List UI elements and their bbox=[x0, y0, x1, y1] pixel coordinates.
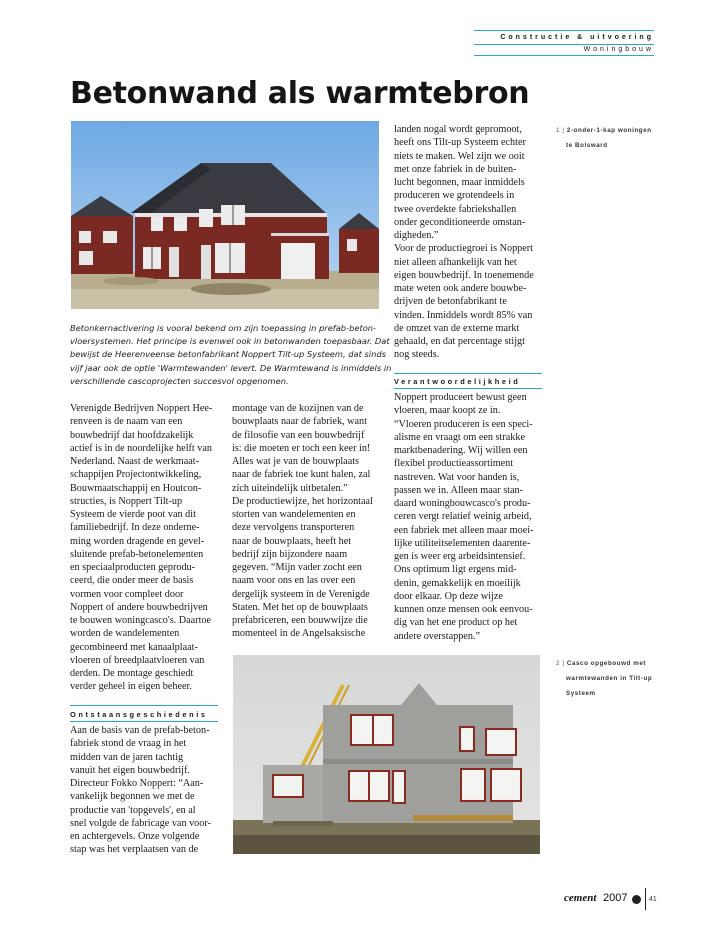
footer-brand: cement bbox=[564, 892, 597, 904]
page-number: 41 bbox=[649, 896, 657, 903]
body-line: te bouwen woningcasco's. Daartoe bbox=[70, 615, 212, 626]
body-line: een fabriek met alleen maar moei- bbox=[394, 524, 534, 536]
body-line: vloeren of breedplaatvloeren van bbox=[70, 654, 205, 666]
body-line: “Vloeren produceren is een speci- bbox=[394, 418, 533, 430]
houses-illustration bbox=[71, 121, 379, 309]
caption-number: 1 | bbox=[556, 127, 565, 134]
body-line: marktbenadering. Wij willen een bbox=[394, 445, 528, 456]
body-line: snel volgde de fabricage van voor- bbox=[70, 817, 211, 829]
body-line: actief is in de noordelijke helft van bbox=[70, 442, 213, 454]
body-line: zich uiteindelijk uitbetalen.” bbox=[232, 482, 348, 494]
body-line: kunnen onze mensen ook eenvou- bbox=[394, 604, 533, 615]
section-label: Constructie & uitvoering bbox=[500, 34, 654, 41]
body-line: gen is weer erg arbeidsintensief. bbox=[394, 551, 526, 562]
body-line: vloeren, maar koopt ze in. bbox=[394, 405, 501, 417]
body-line: gehaald, en dat percentage stijgt bbox=[394, 336, 525, 347]
header-rule-middle bbox=[474, 44, 654, 45]
body-line: andere overstappen.” bbox=[394, 630, 480, 642]
body-line: gecombineerd met kanaalplaat- bbox=[70, 641, 198, 653]
body-line: nastreven. Wat voor handen is, bbox=[394, 471, 520, 483]
subsection-label: Woningbouw bbox=[583, 46, 654, 53]
subhead-verantwoordelijkheid: Verantwoordelijkheid bbox=[394, 377, 521, 386]
body-column-1 bbox=[70, 402, 212, 694]
caption-text: Casco opgebouwd met bbox=[566, 660, 647, 667]
body-line: is: die moeten er toch een keer in! bbox=[232, 442, 371, 454]
body-line: ceren vergt relatief weinig arbeid, bbox=[394, 511, 532, 523]
caption-line bbox=[556, 671, 652, 686]
intro-lead bbox=[70, 322, 392, 388]
body-line: Noppert produceert bewust geen bbox=[394, 392, 527, 403]
subhead-rule-bottom bbox=[394, 388, 542, 389]
body-line: deze vervolgens transporteren bbox=[232, 522, 355, 534]
header-rule-bottom bbox=[474, 55, 654, 56]
footer-divider bbox=[645, 888, 646, 910]
body-line: alisme en vraagt om een strakke bbox=[394, 431, 525, 443]
body-line: daard woningbouwcasco's produ- bbox=[394, 498, 531, 509]
body-line: door elkaar. Op deze wijze bbox=[394, 590, 503, 602]
body-line: fabriek stond de vraag in het bbox=[70, 738, 187, 750]
body-line: vanuit het eigen bouwbedrijf. bbox=[70, 764, 190, 776]
body-line: lucht begonnen, maar inmiddels bbox=[394, 177, 525, 188]
body-line: Alles wat je van de bouwplaats bbox=[232, 456, 360, 467]
body-line: en achtergevels. Onze volgende bbox=[70, 831, 200, 842]
caption-line bbox=[556, 138, 652, 153]
caption-text: te Bolsward bbox=[566, 142, 608, 149]
subhead-ontstaansgeschiedenis: Ontstaansgeschiedenis bbox=[70, 710, 208, 719]
body-column-2 bbox=[232, 402, 373, 641]
body-line: ceerd, die onder meer de basis bbox=[70, 575, 194, 587]
intro-line: bewijst de Heerenveense betonfabrikant Noppert Tilt-up Systeem, dat sinds bbox=[70, 349, 386, 360]
body-line: nog steeds. bbox=[394, 349, 440, 361]
body-line: Bouwmaatschappij en Houtcon- bbox=[70, 482, 202, 494]
body-line: dig van het ene product op het bbox=[394, 617, 518, 629]
body-line: Nederland. Naast de werkmaat- bbox=[70, 456, 199, 467]
body-line: mate weten ook andere bouwbe- bbox=[394, 283, 527, 294]
body-line: produceren we grotendeels in bbox=[394, 190, 515, 202]
body-line: midden van de jaren tachtig bbox=[70, 751, 184, 763]
body-line: onder geconditioneerde omstan- bbox=[394, 216, 526, 228]
body-line: digheden.” bbox=[394, 230, 439, 241]
caption-text: 2-onder-1-kap woningen bbox=[566, 127, 652, 134]
photo-houses-bolsward bbox=[71, 121, 379, 309]
body-line: Aan de basis van de prefab-beton- bbox=[70, 725, 210, 736]
body-line: montage van de kozijnen van de bbox=[232, 403, 364, 414]
body-column-3b bbox=[394, 391, 533, 643]
body-line: eigen bouwbedrijf. In toenemende bbox=[394, 269, 534, 281]
body-line: Systeem de vierde poot van dit bbox=[70, 509, 196, 520]
body-line: stap was het verplaatsen van de bbox=[70, 844, 199, 856]
body-line: familiebedrijf. In deze onderne- bbox=[70, 522, 200, 534]
body-line: vinden. Inmiddels wordt 85% van bbox=[394, 309, 533, 321]
body-line: naar de fabriek toe kunt halen, zal bbox=[232, 469, 371, 481]
body-line: productie van 'topgevels', en al bbox=[70, 804, 196, 816]
intro-line: vijf jaar ook de optie 'Warmtewanden' levert. De Warmtewand is inmiddels in bbox=[70, 362, 392, 373]
subhead-rule-bottom bbox=[70, 721, 218, 722]
body-line: gegeven. “Mijn vader zocht een bbox=[232, 562, 362, 573]
body-line: renveen is de naam van een bbox=[70, 416, 183, 428]
intro-line: vloersystemen. Het principe is evenwel ook in betonwanden toepasbaar. Dat bbox=[70, 336, 390, 347]
body-line: landen nogal wordt gepromoot, bbox=[394, 124, 522, 135]
footer-year: 2007 bbox=[603, 892, 628, 904]
body-line: Staten. Met het op de bouwplaats bbox=[232, 601, 368, 613]
body-line: De productiewijze, het horizontaal bbox=[232, 495, 373, 507]
body-line: passen we in. Alleen maar stan- bbox=[394, 484, 523, 496]
body-line: naar de bouwplaats, heeft het bbox=[232, 535, 352, 547]
body-line: derden. De montage geschiedt bbox=[70, 668, 194, 679]
body-line: flexibel productieassortiment bbox=[394, 458, 514, 470]
body-line: bedrijf zijn bijzondere naam bbox=[232, 548, 348, 560]
body-line: bouwplaats naar de fabriek, want bbox=[232, 416, 367, 428]
body-line: Directeur Fokko Noppert: “Aan- bbox=[70, 778, 204, 789]
body-line: Voor de productiegroei is Noppert bbox=[394, 243, 534, 255]
intro-line: Betonkernactivering is vooral bekend om zijn toepassing in prefab-beton- bbox=[70, 323, 377, 333]
body-column-1b bbox=[70, 724, 211, 857]
body-line: verder geheel in eigen beheer. bbox=[70, 681, 192, 693]
body-line: Noppert of andere bouwbedrijven bbox=[70, 601, 208, 613]
caption-text: warmtewanden in Tilt-up bbox=[566, 675, 653, 682]
body-line: lijke utiliteitselementen daarente- bbox=[394, 537, 531, 549]
body-line: structies, is Noppert Tilt-up bbox=[70, 495, 183, 507]
body-line: niet alleen afhankelijk van het bbox=[394, 256, 517, 268]
body-line: denin, gemakkelijk en moeilijk bbox=[394, 577, 521, 589]
caption-line bbox=[556, 656, 652, 671]
photo-casco-warmtewanden bbox=[233, 655, 540, 854]
body-line: Ons optimum ligt ergens mid- bbox=[394, 564, 517, 576]
body-line: heeft ons Tilt-up Systeem echter bbox=[394, 137, 526, 149]
body-line: de filosofie van een bouwbedrijf bbox=[232, 429, 365, 441]
subhead-rule-top bbox=[394, 373, 542, 374]
body-line: de omzet van de externe markt bbox=[394, 322, 520, 334]
body-line: ming worden dragende en gevel- bbox=[70, 535, 205, 547]
body-line: sluitende prefab-betonelementen bbox=[70, 548, 204, 560]
body-line: storten van wandelementen en bbox=[232, 509, 356, 520]
cement-logo-icon bbox=[632, 895, 641, 904]
caption-line bbox=[556, 123, 652, 138]
intro-line: verschillende cascoprojecten succesvol opgenomen. bbox=[70, 375, 289, 386]
casco-illustration bbox=[233, 655, 540, 854]
header-rule-top bbox=[474, 30, 654, 31]
body-line: schappijen Projectontwikkeling, bbox=[70, 469, 202, 481]
body-line: dergelijk systeem in de Verenigde bbox=[232, 588, 370, 600]
caption-photo-1 bbox=[556, 123, 652, 153]
body-line: met onze fabriek in de buiten- bbox=[394, 163, 517, 175]
body-line: niets te maken. Wel zijn we ooit bbox=[394, 150, 525, 162]
body-line: naam voor ons en las over een bbox=[232, 575, 356, 587]
body-line: vormen voor compleet door bbox=[70, 588, 184, 600]
body-line: momenteel in de Angelsaksische bbox=[232, 628, 366, 640]
body-line: twee overdekte fabriekshallen bbox=[394, 203, 517, 215]
body-line: en speciaalproducten geprodu- bbox=[70, 562, 196, 573]
subhead-rule-top bbox=[70, 705, 218, 706]
caption-photo-2 bbox=[556, 656, 652, 701]
body-column-3 bbox=[394, 123, 534, 362]
caption-line bbox=[556, 686, 652, 701]
body-line: prefabriceren, een bouwwijze die bbox=[232, 615, 368, 626]
body-line: vankelijk begonnen we met de bbox=[70, 791, 195, 803]
caption-number: 2 | bbox=[556, 660, 565, 667]
body-line: Verenigde Bedrijven Noppert Hee- bbox=[70, 403, 213, 414]
body-line: drijven de betonfabrikant te bbox=[394, 296, 507, 308]
caption-text: Systeem bbox=[566, 690, 596, 697]
body-line: bouwbedrijf dat hoofdzakelijk bbox=[70, 429, 194, 441]
article-title: Betonwand als warmtebron bbox=[70, 76, 530, 111]
body-line: worden de wandelementen bbox=[70, 628, 180, 640]
